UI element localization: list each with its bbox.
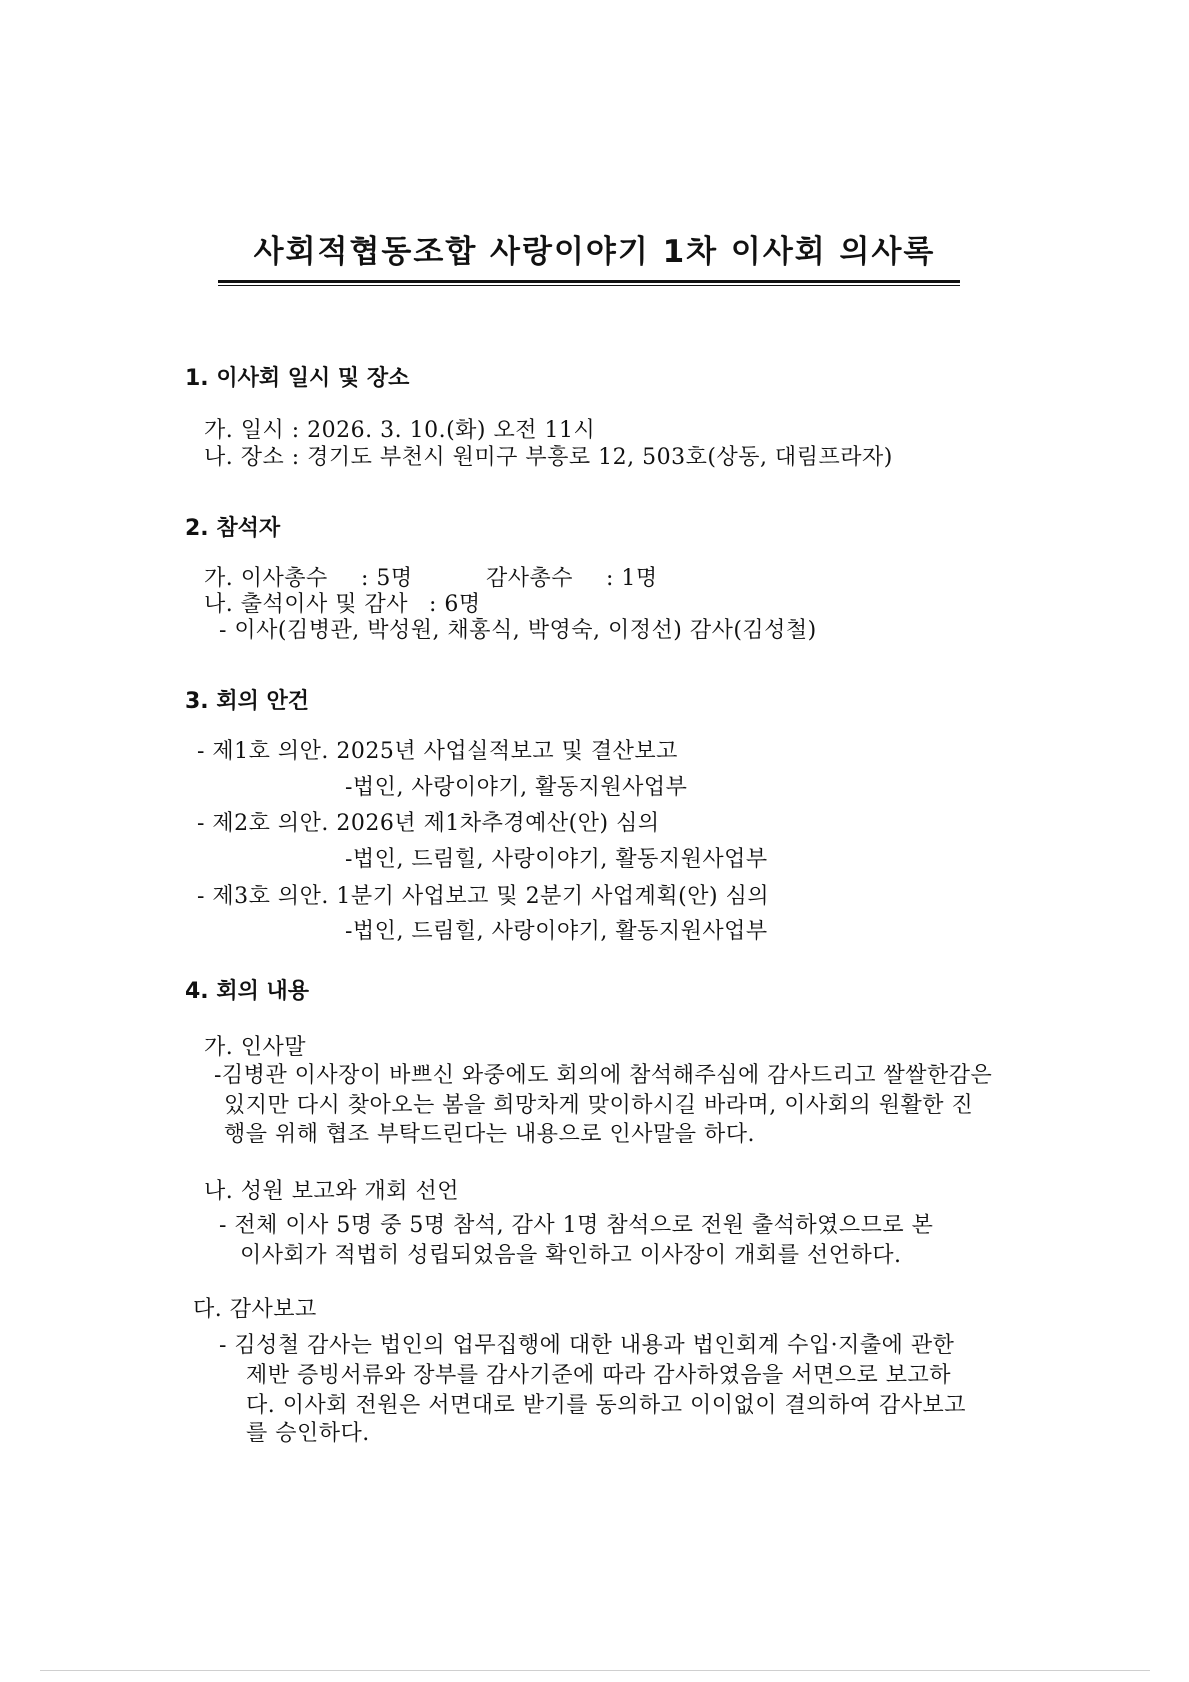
- title-underline-thin: [218, 285, 960, 286]
- quorum-line-1: - 전체 이사 5명 중 5명 참석, 감사 1명 참석으로 전원 출석하였으므로 본: [219, 1213, 934, 1238]
- greeting-line-2: 있지만 다시 찾아오는 봄을 희망차게 맞이하시길 바라며, 이사회의 원활한 진: [224, 1093, 974, 1118]
- section-3-heading: 3. 회의 안건: [185, 689, 309, 714]
- quorum-heading: 나. 성원 보고와 개회 선언: [204, 1179, 459, 1204]
- attending-label: 나. 출석이사 및 감사: [204, 592, 408, 617]
- agenda-item-2-scope: -법인, 드림힐, 사랑이야기, 활동지원사업부: [345, 847, 768, 872]
- directors-total-value: : 5명: [361, 566, 413, 591]
- attending-value: : 6명: [429, 592, 481, 617]
- auditors-total-value: : 1명: [606, 566, 658, 591]
- page-bottom-edge: [40, 1670, 1150, 1671]
- quorum-line-2: 이사회가 적법히 성립되었음을 확인하고 이사장이 개회를 선언하다.: [240, 1243, 902, 1268]
- document-title: 사회적협동조합 사랑이야기 1차 이사회 의사록: [253, 234, 936, 270]
- section-1-heading: 1. 이사회 일시 및 장소: [185, 366, 410, 391]
- meeting-location: 나. 장소 : 경기도 부천시 원미구 부흥로 12, 503호(상동, 대림프라자): [204, 445, 893, 470]
- directors-total-label: 가. 이사총수: [204, 566, 328, 591]
- section-4-heading: 4. 회의 내용: [185, 979, 309, 1004]
- audit-line-1: - 김성철 감사는 법인의 업무집행에 대한 내용과 법인회계 수입·지출에 관한: [219, 1333, 955, 1358]
- title-underline: [218, 280, 960, 283]
- agenda-item-1-scope: -법인, 사랑이야기, 활동지원사업부: [345, 775, 688, 800]
- greeting-line-3: 행을 위해 협조 부탁드린다는 내용으로 인사말을 하다.: [224, 1122, 755, 1147]
- agenda-item-3: - 제3호 의안. 1분기 사업보고 및 2분기 사업계획(안) 심의: [197, 884, 770, 909]
- agenda-item-2: - 제2호 의안. 2026년 제1차추경예산(안) 심의: [197, 811, 660, 836]
- agenda-item-3-scope: -법인, 드림힐, 사랑이야기, 활동지원사업부: [345, 919, 768, 944]
- attendee-list: - 이사(김병관, 박성원, 채홍식, 박영숙, 이정선) 감사(김성철): [219, 618, 817, 643]
- audit-line-2: 제반 증빙서류와 장부를 감사기준에 따라 감사하였음을 서면으로 보고하: [246, 1363, 952, 1388]
- auditors-total-label: 감사총수: [486, 566, 574, 591]
- audit-line-4: 를 승인하다.: [246, 1421, 370, 1446]
- greeting-heading: 가. 인사말: [204, 1035, 306, 1060]
- meeting-datetime: 가. 일시 : 2026. 3. 10.(화) 오전 11시: [204, 418, 596, 443]
- audit-heading: 다. 감사보고: [193, 1297, 317, 1322]
- section-2-heading: 2. 참석자: [185, 516, 281, 541]
- greeting-line-1: -김병관 이사장이 바쁘신 와중에도 회의에 참석해주심에 감사드리고 쌀쌀한감은: [214, 1063, 993, 1088]
- audit-line-3: 다. 이사회 전원은 서면대로 받기를 동의하고 이이없이 결의하여 감사보고: [246, 1393, 967, 1418]
- agenda-item-1: - 제1호 의안. 2025년 사업실적보고 및 결산보고: [197, 739, 678, 764]
